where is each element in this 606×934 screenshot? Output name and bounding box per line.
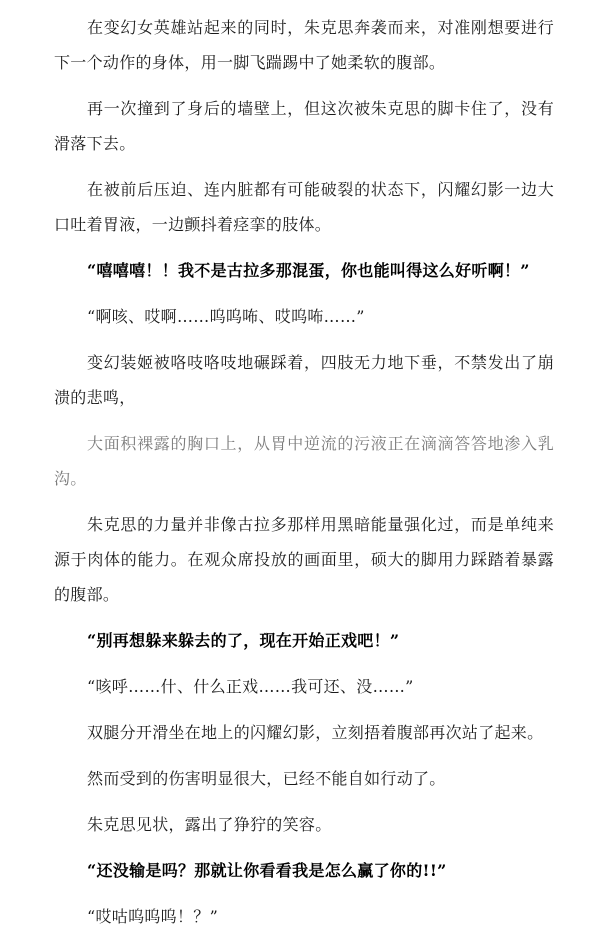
paragraph: 朱克思的力量并非像古拉多那样用黑暗能量强化过，而是单纯来源于肉体的能力。在观众席投放的画面里，硕大的脚用力踩踏着暴露的腹部。 (54, 515, 554, 604)
paragraph: 双腿分开滑坐在地上的闪耀幻影，立刻捂着腹部再次站了起来。 (87, 723, 544, 742)
dialogue-line: “还没输是吗？那就让你看看我是怎么赢了你的!!” (87, 861, 447, 880)
paragraph: 然而受到的伤害明显很大，已经不能自如行动了。 (87, 769, 446, 788)
paragraph: 在被前后压迫、连内脏都有可能破裂的状态下，闪耀幻影一边大口吐着胃液，一边颤抖着痉挛的肢体。 (54, 180, 554, 234)
document-page (54, 10, 554, 934)
dialogue-line: “哎咕呜呜呜！？” (87, 907, 219, 926)
dialogue-line: “咳呼……什、什么正戏……我可还、没……” (87, 677, 414, 696)
paragraph: 大面积裸露的胸口上，从胃中逆流的污液正在滴滴答答地渗入乳沟。 (54, 434, 554, 488)
paragraph: 朱克思见状，露出了狰狞的笑容。 (87, 815, 332, 834)
dialogue-line: “啊咳、哎啊……呜呜咘、哎呜咘……” (87, 307, 365, 326)
dialogue-line: “别再想躲来躲去的了，现在开始正戏吧！” (87, 631, 400, 650)
dialogue-line: “嘻嘻嘻！！我不是古拉多那混蛋，你也能叫得这么好听啊！” (87, 261, 530, 280)
paragraph: 在变幻女英雄站起来的同时，朱克思奔袭而来，对准刚想要进行下一个动作的身体，用一脚飞踹踢中了她柔软的腹部。 (54, 18, 554, 72)
paragraph: 变幻装姬被咯吱咯吱地碾踩着，四肢无力地下垂，不禁发出了崩溃的悲鸣， (54, 353, 554, 407)
paragraph: 再一次撞到了身后的墙壁上，但这次被朱克思的脚卡住了，没有滑落下去。 (54, 99, 554, 153)
